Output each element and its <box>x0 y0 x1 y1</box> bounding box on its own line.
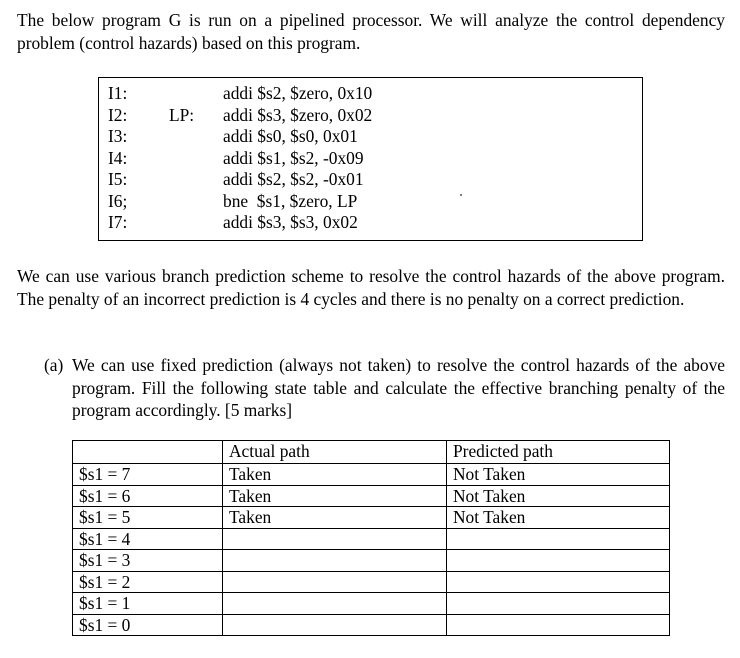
table-cell: $s1 = 2 <box>73 571 223 593</box>
question-part-a <box>44 354 725 422</box>
instruction-text: addi $s1, $s2, -0x09 <box>223 147 364 168</box>
table-cell: $s1 = 0 <box>73 614 223 636</box>
instruction-text: addi $s2, $s2, -0x01 <box>223 169 364 189</box>
table-cell <box>447 550 670 572</box>
table-cell: $s1 = 4 <box>73 528 223 550</box>
header-cell: Actual path <box>223 441 447 464</box>
header-cell: Predicted path <box>447 441 670 464</box>
scheme-paragraph: We can use various branch prediction scheme to resolve the control hazards of the above program. The penalty of an incorrect prediction is 4 cycles and there is no penalty on a correct prediction. <box>17 266 725 309</box>
table-cell: Not Taken <box>447 485 670 507</box>
instruction-text: addi $s3, $zero, 0x02 <box>223 104 373 125</box>
program-listing <box>98 77 643 241</box>
table-row <box>73 528 670 550</box>
instruction-id: I4: <box>108 147 128 168</box>
table-cell: $s1 = 1 <box>73 593 223 615</box>
instruction-id: I2: <box>108 104 128 125</box>
table-cell: Not Taken <box>447 464 670 486</box>
instruction-id: I6; <box>108 190 128 211</box>
question-label: (a) <box>44 355 64 375</box>
table-cell: Taken <box>223 485 447 507</box>
table-cell <box>447 614 670 636</box>
table-cell <box>447 528 670 550</box>
table-row <box>73 464 670 486</box>
instruction-id: I3: <box>108 126 128 146</box>
table-cell <box>223 550 447 572</box>
header-cell <box>73 441 223 464</box>
instruction-text: addi $s0, $s0, 0x01 <box>223 126 358 146</box>
table-row <box>73 614 670 636</box>
table-cell: $s1 = 3 <box>73 550 223 572</box>
instruction-id: I5: <box>108 169 128 189</box>
table-cell <box>223 528 447 550</box>
table-cell <box>223 614 447 636</box>
table-row <box>73 550 670 572</box>
table-row <box>73 571 670 593</box>
table-cell: Not Taken <box>447 507 670 529</box>
instruction-id: I1: <box>108 83 128 103</box>
table-cell <box>447 571 670 593</box>
table-cell: Taken <box>223 507 447 529</box>
table-row <box>73 593 670 615</box>
table-cell: Taken <box>223 464 447 486</box>
instruction-label: LP: <box>169 104 195 125</box>
table-cell: $s1 = 6 <box>73 485 223 507</box>
intro-paragraph: The below program G is run on a pipelined processor. We will analyze the control dependency problem (control hazards) based on this program. <box>17 10 725 53</box>
table-row <box>73 485 670 507</box>
instruction-text: bne $s1, $zero, LP <box>223 190 358 211</box>
table-cell <box>223 571 447 593</box>
question-text: We can use fixed prediction (always not taken) to resolve the control hazards of the above program. Fill the following state table and calculate the effective branching penalty of the program accordingly. [5 marks] <box>72 355 725 420</box>
stray-dot <box>460 194 462 196</box>
table-cell <box>223 593 447 615</box>
table-cell <box>447 593 670 615</box>
table-cell: $s1 = 7 <box>73 464 223 486</box>
instruction-text: addi $s3, $s3, 0x02 <box>223 212 358 232</box>
instruction-id: I7: <box>108 212 128 232</box>
table-cell: $s1 = 5 <box>73 507 223 529</box>
table-header-row <box>73 441 670 464</box>
table-row <box>73 507 670 529</box>
instruction-text: addi $s2, $zero, 0x10 <box>223 83 373 103</box>
state-table <box>72 440 670 636</box>
